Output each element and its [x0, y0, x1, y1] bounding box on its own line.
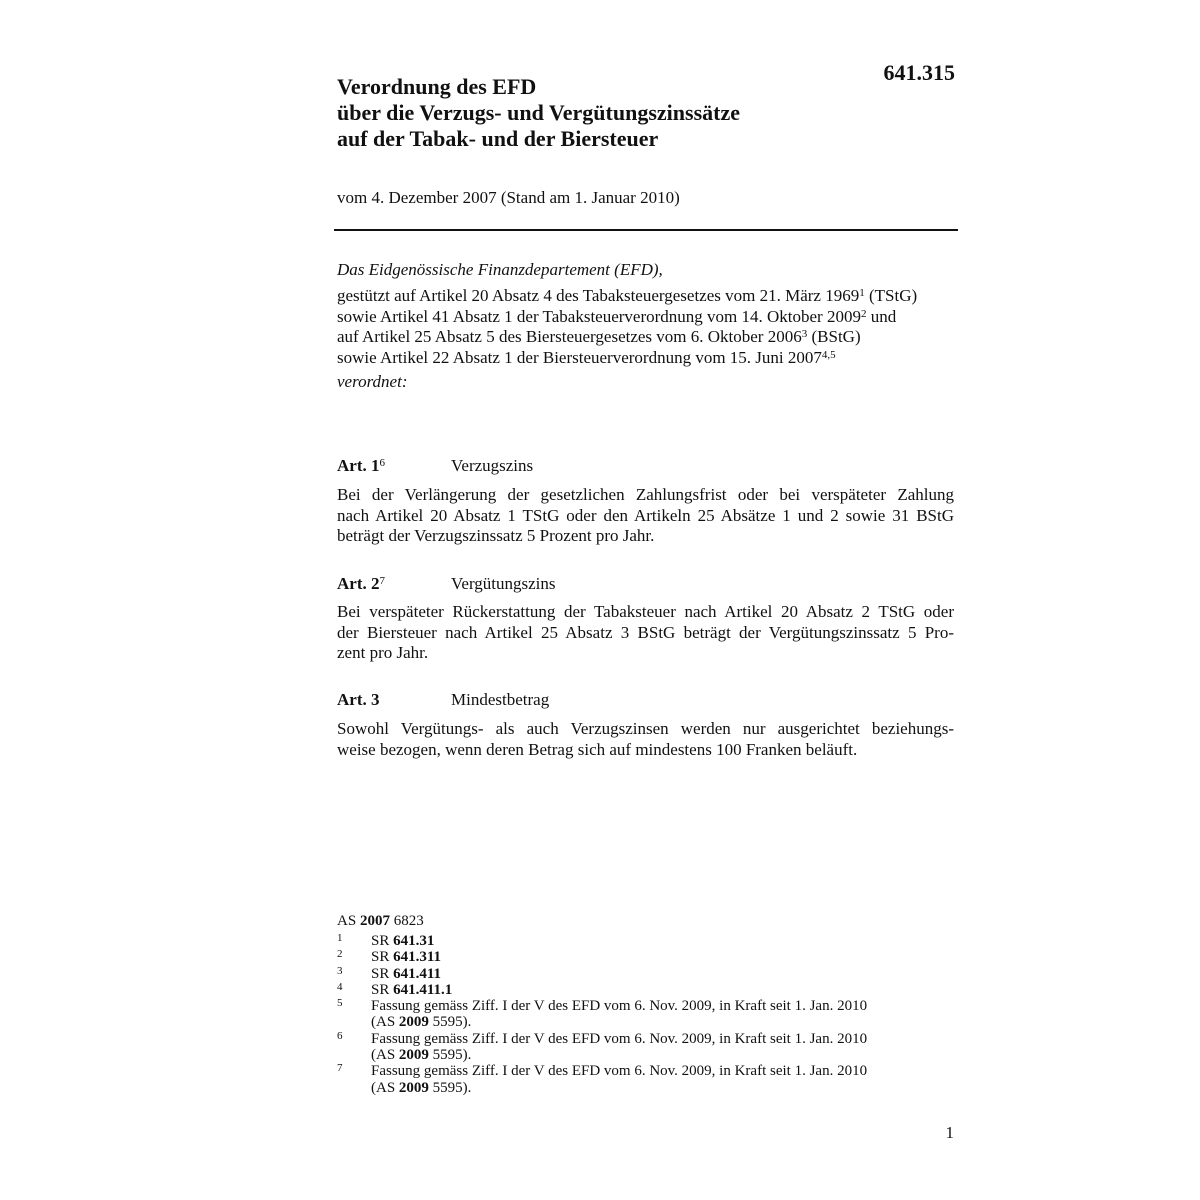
article-line: der Biersteuer nach Artikel 25 Absatz 3 BStG beträgt der Vergütungszinssatz 5 Pro-	[337, 622, 954, 642]
preamble-text: und	[866, 306, 897, 326]
footnote-text	[371, 1080, 957, 1096]
title-line-3: auf der Tabak- und der Biersteuer	[337, 126, 659, 151]
footnote-item	[337, 1063, 957, 1096]
preamble-text: sowie Artikel 41 Absatz 1 der Tabaksteuerverordnung vom 14. Oktober 2009	[337, 306, 861, 326]
preamble-line	[337, 327, 957, 348]
preamble-text: gestützt auf Artikel 20 Absatz 4 des Tabaksteuergesetzes vom 21. März 1969	[337, 286, 860, 305]
title-line-2: über die Verzugs- und Vergütungszinssätze	[337, 100, 740, 125]
enacting-clause: verordnet:	[337, 372, 408, 391]
footnote-item	[337, 998, 957, 1031]
footnote-text	[371, 982, 957, 998]
document-title	[337, 74, 857, 152]
footnote-text	[371, 1014, 957, 1030]
source-prefix: AS	[337, 913, 360, 929]
footnote-prefix: (AS	[371, 1047, 399, 1064]
sr-reference[interactable]: 641.411	[393, 965, 442, 982]
footnote-ref[interactable]: 1	[859, 287, 865, 299]
footnote-number: 1	[337, 932, 343, 944]
sr-number: 641.315	[883, 60, 955, 85]
footnote-suffix: 5595).	[428, 1047, 472, 1064]
footnote-item	[337, 982, 957, 998]
footnote-item	[337, 949, 957, 965]
article-line: zent pro Jahr.	[337, 643, 429, 662]
preamble	[337, 286, 957, 368]
preamble-line	[337, 348, 957, 369]
article-number-text: Art. 1	[337, 456, 380, 475]
article-line: Sowohl Vergütungs- als auch Verzugszinsen werden nur ausgerichtet beziehungs-	[337, 719, 954, 738]
article-number	[337, 574, 385, 594]
article-3-body	[337, 719, 954, 760]
footnote-prefix: SR	[371, 965, 394, 982]
preamble-line	[337, 307, 957, 328]
article-number-text: Art. 2	[337, 574, 380, 593]
title-line-1: Verordnung des EFD	[337, 74, 537, 99]
article-line: Bei verspäteter Rückerstattung der Tabaksteuer nach Artikel 20 Absatz 2 TStG oder	[337, 602, 954, 621]
footnote-ref[interactable]: 3	[801, 328, 808, 340]
footnote-number: 4	[337, 980, 343, 993]
footnote-prefix: (AS	[371, 1014, 399, 1031]
sr-reference[interactable]: 641.411.1	[393, 981, 453, 998]
article-title: Verzugszins	[451, 456, 534, 475]
footnote-text: Fassung gemäss Ziff. I der V des EFD vom 6. Nov. 2009, in Kraft seit 1. Jan. 2010	[371, 1030, 868, 1047]
source-year: 2007	[359, 913, 390, 929]
footnote-suffix: 5595).	[428, 1079, 472, 1096]
footnote-item	[337, 966, 957, 982]
footnote-number: 6	[337, 1029, 343, 1042]
article-line: weise bezogen, wenn deren Betrag sich auf mindestens 100 Franken beläuft.	[337, 739, 858, 759]
footnote-text: Fassung gemäss Ziff. I der V des EFD vom 6. Nov. 2009, in Kraft seit 1. Jan. 2010	[371, 998, 868, 1015]
footnote-text	[371, 966, 957, 982]
preamble-line	[337, 286, 957, 307]
header-divider	[334, 229, 958, 231]
footnote-prefix: SR	[371, 933, 394, 949]
footnotes	[337, 933, 957, 1096]
footnote-text	[371, 933, 957, 949]
footnote-number: 3	[337, 964, 343, 977]
footnote-item	[337, 933, 957, 949]
preamble-text: sowie Artikel 22 Absatz 1 der Biersteuerverordnung vom 15. Juni 2007	[337, 347, 822, 367]
footnote-number: 5	[337, 997, 343, 1010]
footnote-number: 7	[337, 1062, 343, 1075]
page-number: 1	[945, 1123, 954, 1142]
sr-reference[interactable]: 641.31	[393, 933, 435, 949]
footnote-number: 2	[337, 948, 343, 961]
footnote-prefix: SR	[371, 981, 394, 998]
source-page: 6823	[389, 913, 424, 929]
article-line: Bei der Verlängerung der gesetzlichen Zahlungsfrist oder bei verspäteter Zahlung	[337, 485, 954, 504]
article-line: beträgt der Verzugszinssatz 5 Prozent pro Jahr.	[337, 526, 655, 545]
footnote-ref[interactable]: 6	[379, 457, 385, 469]
article-line: nach Artikel 20 Absatz 1 TStG oder den Artikeln 25 Absätze 1 und 2 sowie 31 BStG	[337, 505, 954, 525]
as-year: 2009	[398, 1047, 429, 1064]
footnote-text	[371, 1047, 957, 1063]
footnote-ref[interactable]: 4,5	[821, 348, 836, 361]
footnote-text	[371, 949, 957, 965]
preamble-text: (BStG)	[807, 327, 861, 346]
footnote-prefix: SR	[371, 949, 394, 966]
preamble-text: (TStG)	[864, 286, 918, 305]
article-title: Vergütungszins	[451, 574, 556, 593]
official-compilation-reference	[337, 913, 424, 930]
date-line: vom 4. Dezember 2007 (Stand am 1. Januar 2010)	[337, 188, 680, 207]
sr-reference[interactable]: 641.311	[393, 949, 442, 966]
issuing-authority: Das Eidgenössische Finanzdepartement (EFD),	[337, 260, 663, 279]
article-title: Mindestbetrag	[451, 690, 550, 709]
footnote-ref[interactable]: 2	[860, 307, 867, 320]
footnote-prefix: (AS	[371, 1079, 399, 1096]
as-year: 2009	[398, 1079, 429, 1096]
as-year: 2009	[398, 1014, 429, 1031]
footnote-item	[337, 1031, 957, 1064]
article-number	[337, 456, 385, 476]
article-1-body	[337, 485, 954, 547]
footnote-suffix: 5595).	[428, 1014, 472, 1031]
footnote-text: Fassung gemäss Ziff. I der V des EFD vom 6. Nov. 2009, in Kraft seit 1. Jan. 2010	[371, 1063, 868, 1080]
preamble-text: auf Artikel 25 Absatz 5 des Biersteuergesetzes vom 6. Oktober 2006	[337, 327, 802, 346]
article-2-body	[337, 602, 954, 664]
footnote-ref[interactable]: 7	[379, 575, 385, 587]
article-number: Art. 3	[337, 690, 380, 709]
